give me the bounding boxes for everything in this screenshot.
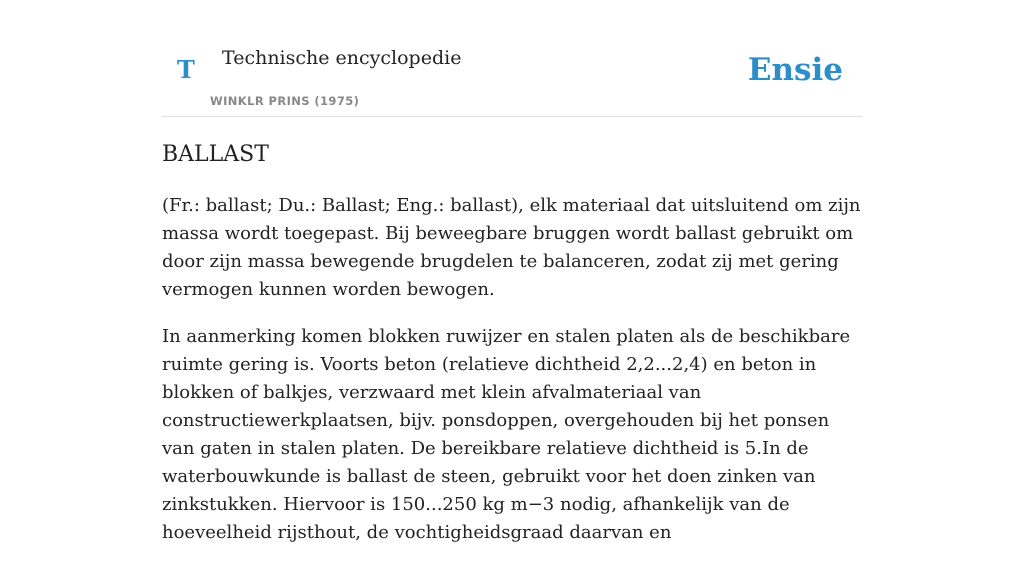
encyclopedia-title-link[interactable]: Technische encyclopedie xyxy=(222,47,462,69)
encyclopedia-logo-letter[interactable]: T xyxy=(177,55,195,84)
article-paragraph-1: (Fr.: ballast; Du.: Ballast; Eng.: ballast), elk materiaal dat uitsluitend om zijn massa wordt toegepast. Bij beweegbare bruggen wordt ballast gebruikt om door zijn massa bewegende brugdelen te balanceren, zodat zij met gering vermogen kunnen worden bewogen. xyxy=(162,195,861,300)
encyclopedia-source-label: WINKLR PRINS (1975) xyxy=(210,94,360,108)
article-paragraph-2: In aanmerking komen blokken ruwijzer en stalen platen als de beschikbare ruimte gering is. Voorts beton (relatieve dichtheid 2,2...2,4) en beton in blokken of balkjes, verzwaard met klein afvalmateriaal van constructiewerkplaatsen, bijv. ponsdoppen, overgehouden bij het ponsen van gaten in stalen platen. De bereikbare relatieve dichtheid is 5.In de waterbouwkunde is ballast de steen, gebruikt voor het doen zinken van zinkstukken. Hiervoor is 150...250 kg m−3 nodig, afhankelijk van de hoeveelheid rijsthout, de vochtigheidsgraad daarvan en xyxy=(162,326,851,543)
site-header xyxy=(162,0,862,117)
article-body xyxy=(162,192,862,566)
article-title: BALLAST xyxy=(162,142,269,167)
ensie-brand-logo[interactable]: Ensie xyxy=(747,52,843,88)
